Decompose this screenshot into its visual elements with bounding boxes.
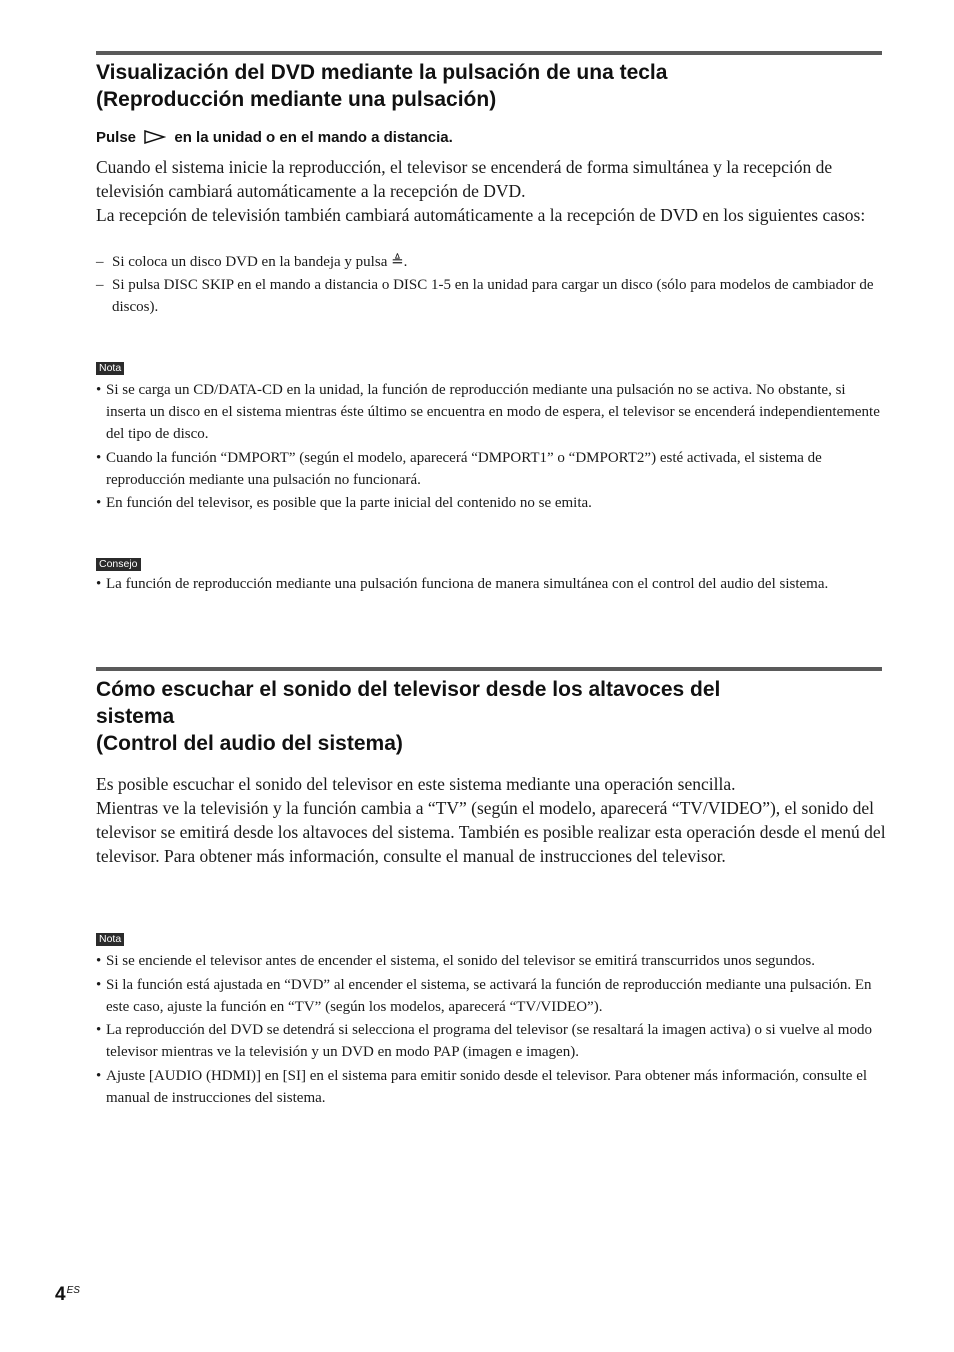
- section-title-line: Cómo escuchar el sonido del televisor desde los altavoces del: [96, 678, 721, 701]
- tip-list: [96, 573, 882, 597]
- list-item-text: Si pulsa DISC SKIP en el mando a distancia o DISC 1-5 en la unidad para cargar un disco (sólo para modelos de cambiador de discos).: [112, 277, 874, 315]
- list-item: [96, 974, 882, 1018]
- list-item: [96, 950, 882, 972]
- section-title: [96, 59, 882, 113]
- dash-marker: –: [96, 254, 104, 270]
- list-item-text: Si la función está ajustada en “DVD” al encender el sistema, se activará la función de reproducción mediante una pulsación. En este caso, ajuste la función en “TV” (según los modelos, aparecerá “TV/VIDEO”).: [106, 976, 872, 1015]
- section-title-line: Visualización del DVD mediante la pulsación de una tecla: [96, 61, 668, 84]
- list-item: [96, 251, 882, 273]
- page-footer: [55, 1284, 80, 1306]
- list-item-text: La función de reproducción mediante una pulsación funciona de manera simultánea con el control del audio del sistema.: [106, 576, 829, 592]
- paragraph: Mientras ve la televisión y la función cambia a “TV” (según el modelo, aparecerá “TV/VIDEO”), el sonido del televisor se emitirá desde los altavoces del sistema. También es posible realizar esta operación desde el menú del televisor. Para obtener más información, consulte el manual de instrucciones del televisor.: [96, 798, 886, 866]
- body-text: [96, 155, 886, 227]
- instruction: [96, 128, 453, 148]
- list-item-text: Si coloca un disco DVD en la bandeja y pulsa ≜.: [112, 254, 408, 270]
- bullet-marker: •: [96, 576, 102, 592]
- note-list: [96, 379, 882, 516]
- instruction-text: en la unidad o en el mando a distancia.: [174, 129, 453, 146]
- list-item: [96, 492, 882, 514]
- section-title-line: (Control del audio del sistema): [96, 732, 403, 755]
- play-icon: [144, 130, 166, 144]
- section-title: [96, 676, 882, 757]
- bullet-marker: •: [96, 953, 102, 969]
- list-item-text: En función del televisor, es posible que la parte inicial del contenido no se emita.: [106, 495, 592, 511]
- section-title-line: sistema: [96, 705, 175, 728]
- note-list: [96, 950, 882, 1110]
- list-item: [96, 274, 882, 318]
- paragraph: La recepción de televisión también cambiará automáticamente a la recepción de DVD en los siguientes casos:: [96, 205, 866, 225]
- section-title-line: (Reproducción mediante una pulsación): [96, 88, 497, 111]
- list-item-text: La reproducción del DVD se detendrá si selecciona el programa del televisor (se resaltará la imagen activa) o si vuelve al modo televisor mientras ve la televisión y un DVD en modo PAP (imagen e imagen).: [106, 1022, 872, 1060]
- consejo-label: Consejo: [96, 558, 141, 571]
- paragraph: Cuando el sistema inicie la reproducción, el televisor se encenderá de forma simultánea y la recepción de televisión cambiará automáticamente a la recepción de DVD.: [96, 157, 833, 201]
- section-divider: [96, 667, 882, 671]
- language-code: ES: [66, 1285, 80, 1296]
- list-item-text: Cuando la función “DMPORT” (según el modelo, aparecerá “DMPORT1” o “DMPORT2”) esté activada, el sistema de reproducción mediante una pulsación no funcionará.: [106, 449, 822, 488]
- bullet-marker: •: [96, 1067, 102, 1084]
- section-divider: [96, 51, 882, 55]
- list-item: [96, 1019, 882, 1063]
- bullet-marker: •: [96, 1022, 102, 1038]
- list-item: [96, 447, 882, 491]
- body-text: [96, 772, 886, 868]
- dash-marker: –: [96, 277, 104, 293]
- list-item: [96, 1065, 882, 1109]
- page-number: 4: [55, 1284, 66, 1305]
- bullet-marker: •: [96, 976, 102, 993]
- bullet-marker: •: [96, 449, 102, 466]
- list-item: [96, 573, 882, 595]
- nota-label: Nota: [96, 362, 124, 375]
- list-item-text: Si se enciende el televisor antes de encender el sistema, el sonido del televisor se emitirá transcurridos unos segundos.: [106, 953, 815, 969]
- nota-label: Nota: [96, 933, 124, 946]
- bullet-marker: •: [96, 382, 102, 398]
- list-item-text: Ajuste [AUDIO (HDMI)] en [SI] en el sistema para emitir sonido desde el televisor. Para obtener más información, consulte el manual de instrucciones del sistema.: [106, 1067, 868, 1106]
- list-item-text: Si se carga un CD/DATA-CD en la unidad, la función de reproducción mediante una pulsación no se activa. No obstante, si inserta un disco en el sistema mientras éste último se encuentra en modo de espera, el televisor se encenderá independientemente del tipo de disco.: [106, 382, 880, 442]
- list-item: [96, 379, 882, 445]
- instruction-text: Pulse: [96, 129, 137, 146]
- paragraph: Es posible escuchar el sonido del televisor en este sistema mediante una operación sencilla.: [96, 774, 736, 794]
- bullet-marker: •: [96, 495, 102, 511]
- dash-list: [96, 251, 882, 319]
